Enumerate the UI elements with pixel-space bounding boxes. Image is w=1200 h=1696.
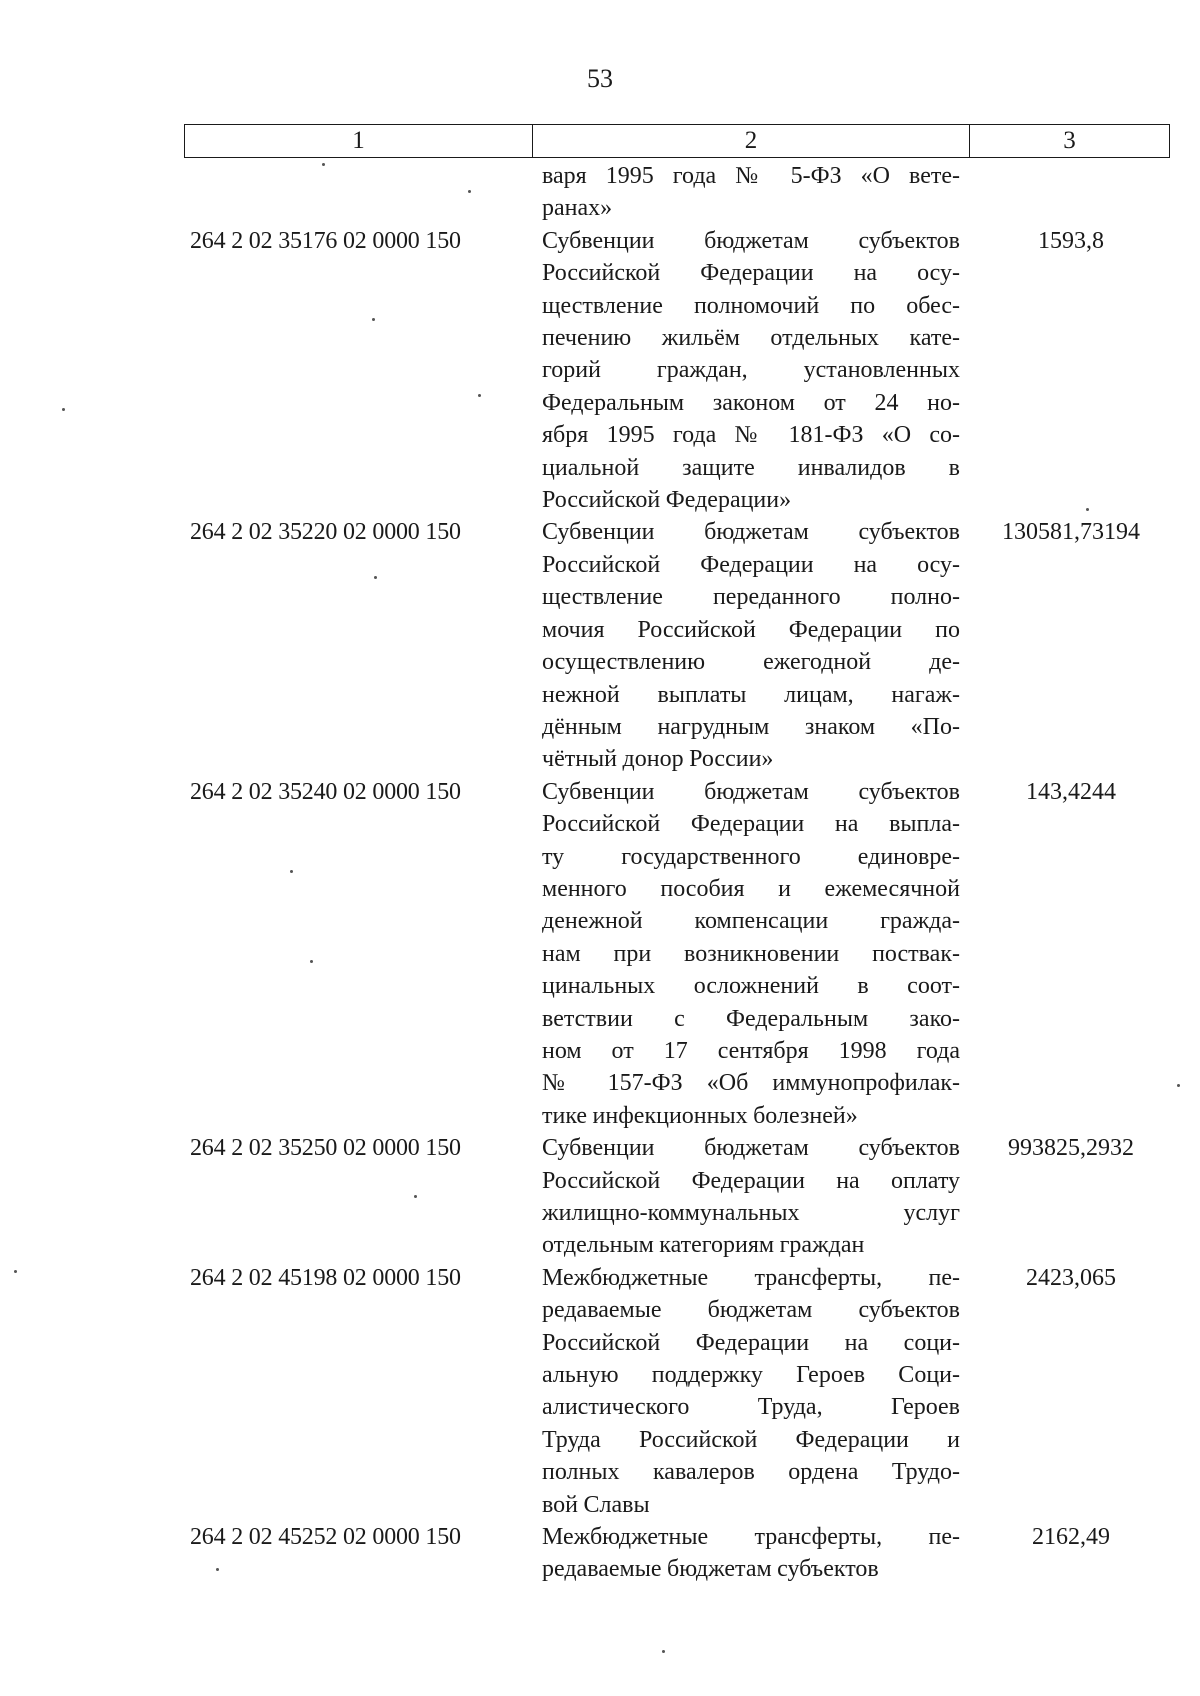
scan-speck [322,163,325,166]
description-line: редаваемые бюджетам субъектов [542,1297,960,1324]
scan-speck [478,394,481,397]
description-line: Федеральным законом от 24 но- [542,389,960,416]
description-line: Межбюджетные трансферты, пе- [542,1524,960,1551]
row-description [542,1521,960,1586]
description-line: вой Славы [542,1491,650,1518]
description-line: ществление переданного полно- [542,584,960,611]
description-line: Российской Федерации на соци- [542,1329,960,1356]
header-col-3: 3 [1063,127,1076,154]
page-number: 53 [587,64,613,93]
budget-code: 264 2 02 35240 02 0000 150 [190,778,461,805]
row-description [542,1262,960,1521]
description-line: Российской Федерации на осу- [542,551,960,578]
scan-speck [662,1650,665,1653]
table-row [0,160,1200,225]
budget-code: 264 2 02 35250 02 0000 150 [190,1135,461,1162]
description-line: альную поддержку Героев Соци- [542,1362,960,1389]
row-amount: 130581,73194 [1002,519,1140,546]
table-row [0,776,1200,1132]
description-line: нам при возникновении поствак- [542,940,960,967]
description-line: цинальных осложнений в соот- [542,973,960,1000]
table-row [0,1521,1200,1586]
description-line: осуществлению ежегодной де- [542,649,960,676]
scan-speck [414,1195,417,1198]
table-header [184,124,1170,158]
scan-speck [290,870,293,873]
header-col-2: 2 [533,125,970,157]
description-line: Субвенции бюджетам субъектов [542,778,960,805]
table-row [0,516,1200,775]
budget-code: 264 2 02 45252 02 0000 150 [190,1524,461,1551]
row-description [542,225,960,517]
description-line: ществление полномочий по обес- [542,292,960,319]
scan-speck [468,190,471,193]
scan-speck [310,960,313,963]
description-line: Субвенции бюджетам субъектов [542,227,960,254]
description-line: варя 1995 года № 5-ФЗ «О вете- [542,163,960,189]
row-description [542,1132,960,1262]
description-line: нежной выплаты лицам, нагaж- [542,681,960,708]
scan-speck [372,318,375,321]
description-line: ября 1995 года № 181-ФЗ «О со- [542,422,960,449]
row-amount: 2162,49 [1032,1524,1110,1551]
description-line: тике инфекционных болезней» [542,1102,858,1129]
description-line: ранах» [542,195,613,222]
scan-speck [1177,1084,1180,1087]
description-line: дённым нагрудным знаком «По- [542,713,960,740]
description-line: Субвенции бюджетам субъектов [542,1135,960,1162]
table-row [0,1262,1200,1521]
description-line: чётный донор России» [542,746,774,773]
description-line: Российской Федерации» [542,487,792,514]
description-line: денежной компенсации гражда- [542,908,960,935]
description-line: ту государственного единовре- [542,843,960,870]
description-line: алистического Труда, Героев [542,1394,960,1421]
budget-code: 264 2 02 35220 02 0000 150 [190,519,461,546]
description-line: ветствии с Федеральным зако- [542,1005,960,1032]
row-amount: 993825,2932 [1008,1135,1134,1162]
description-line: Труда Российской Федерации и [542,1426,960,1453]
scan-speck [1086,508,1089,511]
budget-code: 264 2 02 35176 02 0000 150 [190,227,461,254]
scan-speck [14,1270,17,1273]
scan-speck [216,1568,219,1571]
description-line: ном от 17 сентября 1998 года [542,1037,960,1064]
header-col-1: 1 [185,125,533,157]
description-line: печению жильём отдельных кате- [542,325,960,352]
scan-speck [62,408,65,411]
row-description [542,516,960,775]
description-line: полных кавалеров ордена Трудо- [542,1459,960,1486]
row-description [542,160,960,225]
description-line: редаваемые бюджетам субъектов [542,1556,879,1583]
row-amount: 1593,8 [1038,227,1104,254]
scan-speck [374,576,377,579]
description-line: горий граждан, установленных [542,357,960,384]
description-line: № 157-ФЗ «Об иммунопрофилак- [542,1070,960,1097]
row-amount: 2423,065 [1026,1264,1116,1291]
row-amount: 143,4244 [1026,778,1116,805]
description-line: менного пособия и ежемесячной [542,875,960,902]
description-line: отдельным категориям граждан [542,1232,865,1259]
description-line: Российской Федерации на оплату [542,1167,960,1194]
row-description [542,776,960,1132]
budget-code: 264 2 02 45198 02 0000 150 [190,1264,461,1291]
description-line: Субвенции бюджетам субъектов [542,519,960,546]
table-row [0,225,1200,517]
description-line: жилищно-коммунальных услуг [542,1200,960,1226]
table-body [0,160,1200,1586]
description-line: Российской Федерации на выпла- [542,811,960,838]
description-line: мочия Российской Федерации по [542,616,960,643]
description-line: Межбюджетные трансферты, пе- [542,1264,960,1291]
description-line: Российской Федерации на осу- [542,260,960,287]
table-row [0,1132,1200,1262]
description-line: циальной защите инвалидов в [542,454,960,481]
